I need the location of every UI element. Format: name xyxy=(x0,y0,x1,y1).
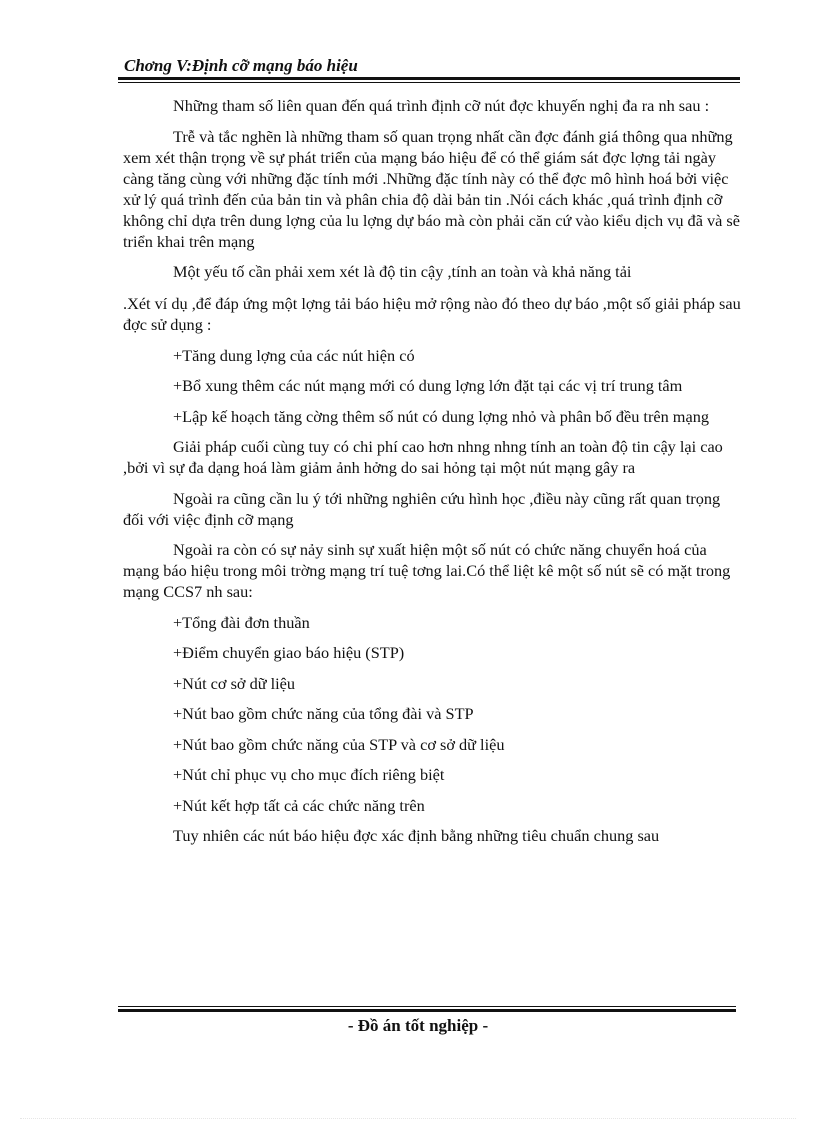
list-item: +Lập kế hoạch tăng cờng thêm số nút có dung lợng nhỏ và phân bố đều trên mạng xyxy=(173,406,709,426)
header-rule-thin xyxy=(118,82,740,83)
paragraph: Ngoài ra còn có sự nảy sinh sự xuất hiện một số nút có chức năng chuyển hoá của mạng báo hiệu trong môi trờng mạng trí tuệ tơng lai.Có thể liệt kê một số nút sẽ có mặt trong mạng CCS7 nh sau: xyxy=(123,540,731,601)
list-item: +Điểm chuyển giao báo hiệu (STP) xyxy=(173,643,405,662)
page-footer: - Đồ án tốt nghiệp - xyxy=(347,1016,489,1035)
list-item: +Nút cơ sở dữ liệu xyxy=(173,673,296,693)
paragraph: Trễ và tắc nghẽn là những tham số quan trọng nhất cần đợc đánh giá thông qua những xem xét thận trọng về sự phát triển của mạng báo hiệu để có thể giám sát đợc lợng tải ngày càng tăng cùng với những đặc tính mới .Những đặc tính này có thể đợc mô hình hoá bởi việc xử lý quá trình đến của bản tin và phân chia độ dài bản tin .Nói cách khác ,quá trình định cỡ không chỉ dựa trên dung lợng của lu lợng dự báo mà còn phải căn cứ vào kiểu dịch vụ đã và sẽ triển khai trên mạng xyxy=(123,126,740,251)
footer-rule-thick xyxy=(118,1009,736,1012)
list-item: +Nút bao gồm chức năng của STP và cơ sở dữ liệu xyxy=(173,734,505,754)
page-edge-divider xyxy=(20,1118,796,1119)
paragraph: Một yếu tố cần phải xem xét là độ tin cậy ,tính an toàn và khả năng tải xyxy=(173,262,632,281)
paragraph: .Xét ví dụ ,để đáp ứng một lợng tải báo hiệu mở rộng nào đó theo dự báo ,một số giải pháp sau đợc sử dụng : xyxy=(123,294,741,334)
paragraph: Tuy nhiên các nút báo hiệu đợc xác định bằng những tiêu chuẩn chung sau xyxy=(173,826,660,845)
footer-rule-thin xyxy=(118,1006,736,1007)
paragraph: Những tham số liên quan đến quá trình định cỡ nút đợc khuyến nghị đa ra nh sau : xyxy=(173,96,710,115)
list-item: +Bổ xung thêm các nút mạng mới có dung lợng lớn đặt tại các vị trí trung tâm xyxy=(173,376,683,395)
paragraph: Ngoài ra cũng cần lu ý tới những nghiên cứu hình học ,điều này cũng rất quan trọng đối với việc định cỡ mạng xyxy=(123,488,721,529)
list-item: +Nút chỉ phục vụ cho mục đích riêng biệt xyxy=(173,765,445,784)
list-item: +Tổng đài đơn thuần xyxy=(173,612,310,632)
header-rule-thick xyxy=(118,77,740,80)
list-item: +Nút bao gồm chức năng của tổng đài và STP xyxy=(173,704,474,723)
paragraph: Giải pháp cuối cùng tuy có chi phí cao hơn nhng nhng tính an toàn độ tin cậy lại cao ,bởi vì sự đa dạng hoá làm giảm ảnh hởng do sai hỏng tại một nút mạng gây ra xyxy=(123,437,723,477)
list-item: +Tăng dung lợng của các nút hiện có xyxy=(173,345,415,365)
document-body xyxy=(123,95,743,856)
chapter-header: Chơng V:Định cỡ mạng báo hiệu xyxy=(124,56,358,75)
list-item: +Nút kết hợp tất cả các chức năng trên xyxy=(173,795,425,815)
